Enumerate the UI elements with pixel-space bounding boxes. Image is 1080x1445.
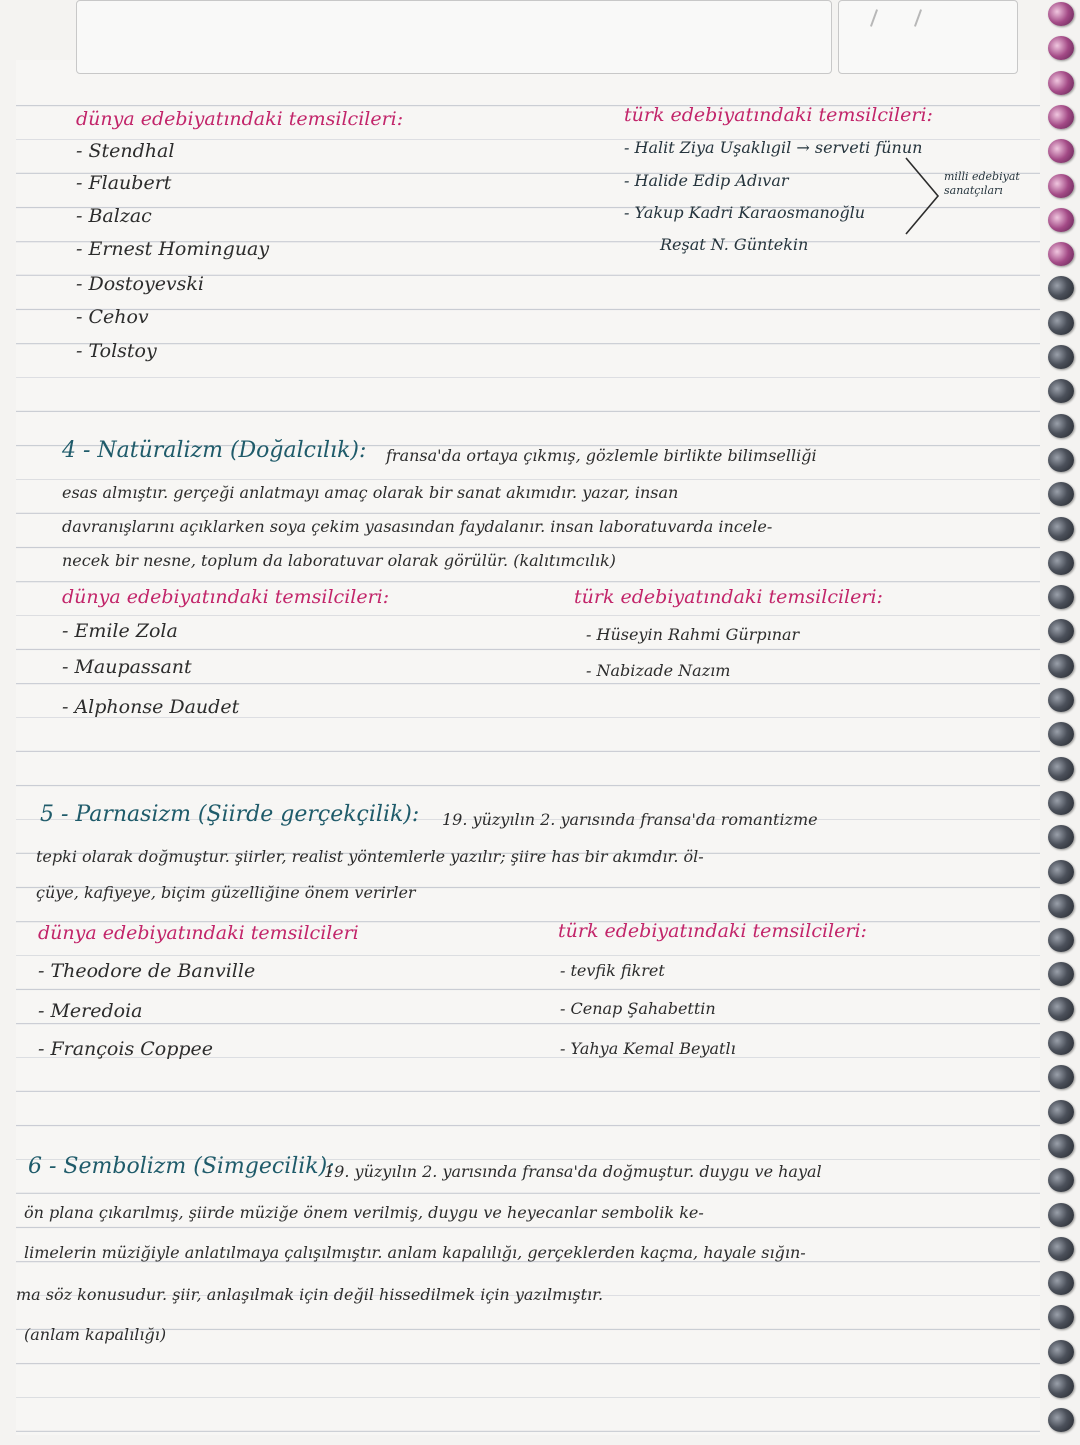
spiral-ring xyxy=(1048,894,1074,918)
paragraph-line: (anlam kapalılığı) xyxy=(24,1325,167,1344)
spiral-ring xyxy=(1048,1374,1074,1398)
list-item: - tevfik fikret xyxy=(560,961,665,980)
list-item: - Dostoyevski xyxy=(76,273,205,295)
spiral-ring xyxy=(1048,1134,1074,1158)
world-heading: dünya edebiyatındaki temsilcileri: xyxy=(62,586,390,608)
pencil-mark xyxy=(914,9,922,27)
spiral-ring xyxy=(1048,1237,1074,1261)
spiral-ring xyxy=(1048,482,1074,506)
header-box-left xyxy=(76,0,832,74)
spiral-ring xyxy=(1048,688,1074,712)
list-item: - Hüseyin Rahmi Gürpınar xyxy=(586,625,800,644)
world-heading: dünya edebiyatındaki temsilcileri: xyxy=(76,108,404,130)
turk-heading: türk edebiyatındaki temsilcileri: xyxy=(558,920,867,942)
spiral-ring xyxy=(1048,71,1074,95)
section-title: 4 - Natüralizm (Doğalcılık): xyxy=(62,438,367,463)
list-item: - Cehov xyxy=(76,306,149,328)
spiral-ring xyxy=(1048,551,1074,575)
spiral-ring xyxy=(1048,242,1074,266)
spiral-ring xyxy=(1048,791,1074,815)
lined-paper xyxy=(16,60,1040,1435)
spiral-ring xyxy=(1048,448,1074,472)
section-title: 5 - Parnasizm (Şiirde gerçekçilik): xyxy=(40,802,420,827)
paragraph-line: 19. yüzyılın 2. yarısında fransa'da doğmuştur. duygu ve hayal xyxy=(324,1162,822,1181)
spiral-ring xyxy=(1048,276,1074,300)
list-item: - Tolstoy xyxy=(76,340,157,362)
paragraph-line: fransa'da ortaya çıkmış, gözlemle birlikte bilimselliği xyxy=(386,446,817,465)
list-item: - Theodore de Banville xyxy=(38,960,256,982)
spiral-ring xyxy=(1048,517,1074,541)
spiral-ring xyxy=(1048,105,1074,129)
spiral-ring xyxy=(1048,174,1074,198)
list-item: - Alphonse Daudet xyxy=(62,696,240,718)
list-item: - Meredoia xyxy=(38,1000,143,1022)
spiral-ring xyxy=(1048,379,1074,403)
section-title: 6 - Sembolizm (Simgecilik): xyxy=(28,1154,335,1179)
list-item: - Yahya Kemal Beyatlı xyxy=(560,1039,736,1058)
spiral-ring xyxy=(1048,1408,1074,1432)
spiral-ring xyxy=(1048,1100,1074,1124)
spiral-ring xyxy=(1048,619,1074,643)
paragraph-line: necek bir nesne, toplum da laboratuvar olarak görülür. (kalıtımcılık) xyxy=(62,551,616,570)
spiral-ring xyxy=(1048,139,1074,163)
spiral-ring xyxy=(1048,928,1074,952)
list-item: - Balzac xyxy=(76,205,152,227)
brace-mark xyxy=(904,156,944,236)
list-item: - Cenap Şahabettin xyxy=(560,999,716,1018)
list-item: - Emile Zola xyxy=(62,620,178,642)
header-box-right xyxy=(838,0,1018,74)
spiral-ring xyxy=(1048,1340,1074,1364)
list-item: - François Coppee xyxy=(38,1038,214,1060)
paragraph-line: çüye, kafiyeye, biçim güzelliğine önem verirler xyxy=(36,883,416,902)
spiral-ring xyxy=(1048,1305,1074,1329)
paragraph-line: limelerin müziğiyle anlatılmaya çalışılmıştır. anlam kapalılığı, gerçeklerden kaçma, hayale sığın- xyxy=(24,1243,806,1262)
spiral-ring xyxy=(1048,208,1074,232)
paragraph-line: tepki olarak doğmuştur. şiirler, realist yöntemlerle yazılır; şiire has bir akımdır. öl- xyxy=(36,847,704,866)
list-item: Reşat N. Güntekin xyxy=(660,235,809,254)
spiral-ring xyxy=(1048,962,1074,986)
spiral-ring xyxy=(1048,311,1074,335)
spiral-ring xyxy=(1048,860,1074,884)
paragraph-line: esas almıştır. gerçeği anlatmayı amaç olarak bir sanat akımıdır. yazar, insan xyxy=(62,483,679,502)
pencil-mark xyxy=(870,9,878,27)
list-item: - Maupassant xyxy=(62,656,192,678)
list-item: - Stendhal xyxy=(76,140,175,162)
list-item: - Nabizade Nazım xyxy=(586,661,731,680)
spiral-ring xyxy=(1048,825,1074,849)
turk-heading: türk edebiyatındaki temsilcileri: xyxy=(624,104,933,126)
list-item: - Flaubert xyxy=(76,172,172,194)
list-item: - Halide Edip Adıvar xyxy=(624,171,789,190)
paragraph-line: ön plana çıkarılmış, şiirde müziğe önem verilmiş, duygu ve heyecanlar sembolik ke- xyxy=(24,1203,704,1222)
spiral-ring xyxy=(1048,1203,1074,1227)
turk-heading: türk edebiyatındaki temsilcileri: xyxy=(574,586,883,608)
spiral-ring xyxy=(1048,36,1074,60)
spiral-ring xyxy=(1048,2,1074,26)
spiral-ring xyxy=(1048,1271,1074,1295)
list-item: - Yakup Kadri Karaosmanoğlu xyxy=(624,203,866,222)
list-item: - Halit Ziya Uşaklıgil → serveti fünun xyxy=(624,138,923,157)
spiral-ring xyxy=(1048,1031,1074,1055)
spiral-ring xyxy=(1048,345,1074,369)
spiral-ring xyxy=(1048,757,1074,781)
paragraph-line: 19. yüzyılın 2. yarısında fransa'da romantizme xyxy=(442,810,818,829)
spiral-ring xyxy=(1048,654,1074,678)
spiral-ring xyxy=(1048,1065,1074,1089)
spiral-ring xyxy=(1048,414,1074,438)
spiral-binding xyxy=(1036,0,1080,1445)
spiral-ring xyxy=(1048,585,1074,609)
brace-note: milli edebiyat sanatçıları xyxy=(944,170,1020,197)
paragraph-line: davranışlarını açıklarken soya çekim yasasından faydalanır. insan laboratuvarda incele- xyxy=(62,517,773,536)
paragraph-line: ma söz konusudur. şiir, anlaşılmak için değil hissedilmek için yazılmıştır. xyxy=(16,1285,604,1304)
world-heading: dünya edebiyatındaki temsilcileri xyxy=(38,922,359,944)
spiral-ring xyxy=(1048,997,1074,1021)
spiral-ring xyxy=(1048,722,1074,746)
list-item: - Ernest Hominguay xyxy=(76,238,270,260)
spiral-ring xyxy=(1048,1168,1074,1192)
